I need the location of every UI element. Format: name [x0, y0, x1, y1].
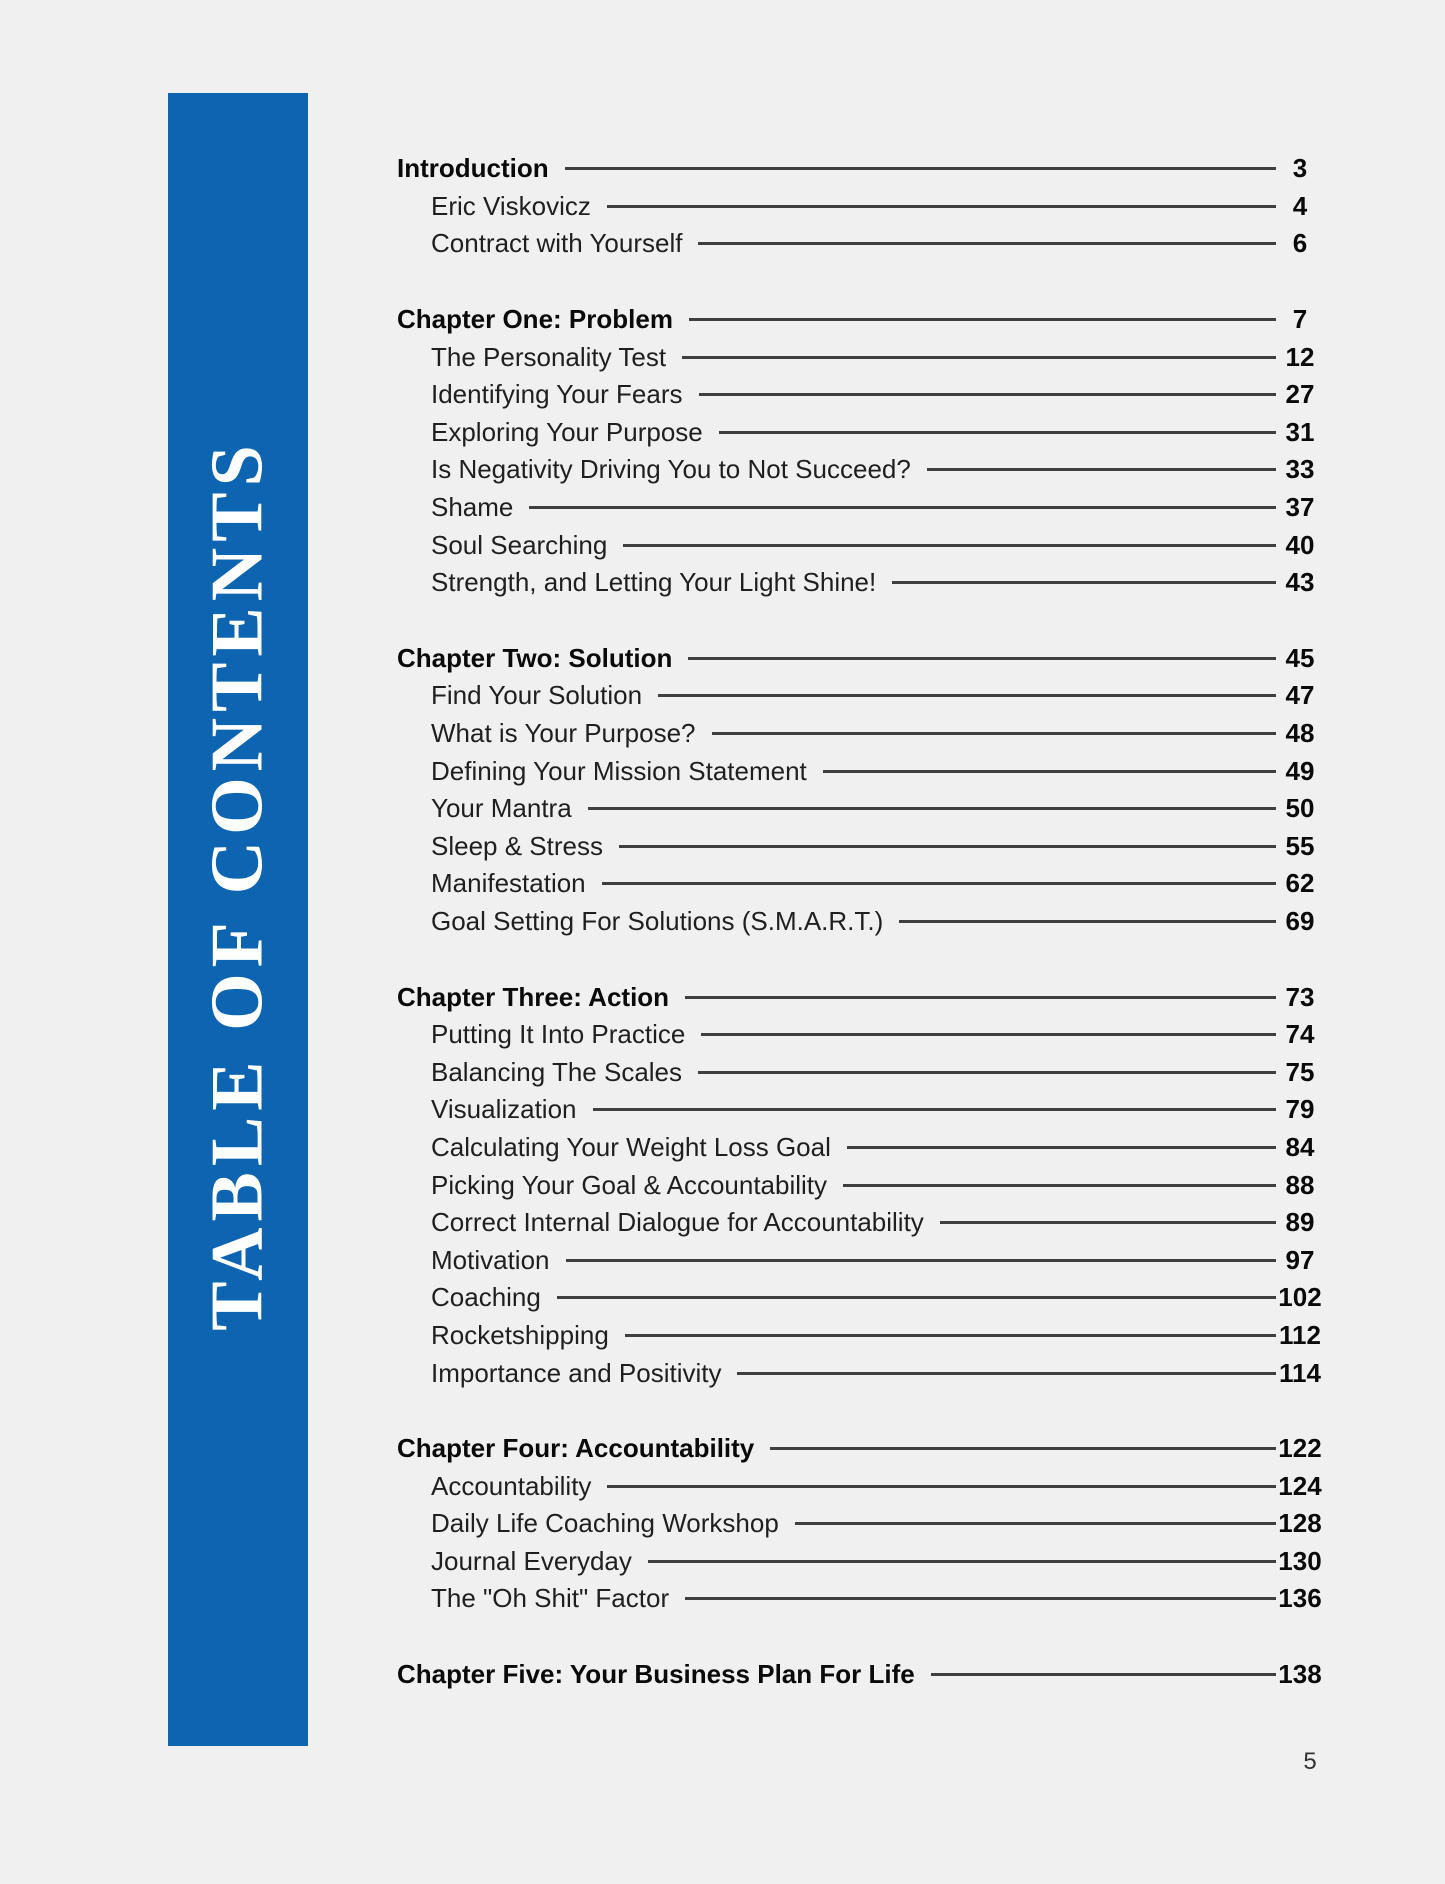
page-number: 124 [1278, 1470, 1322, 1501]
toc-item-row [397, 903, 1324, 941]
toc-entry-label: Visualization [431, 1094, 577, 1125]
page-number: 47 [1285, 680, 1315, 711]
page-number: 69 [1285, 905, 1315, 936]
toc-entry-label: Goal Setting For Solutions (S.M.A.R.T.) [431, 905, 884, 936]
page-number: 73 [1285, 981, 1315, 1012]
toc-section [397, 978, 1324, 1392]
toc-section [397, 1430, 1324, 1618]
page-number: 84 [1285, 1131, 1315, 1162]
page-number: 40 [1285, 529, 1315, 560]
toc-entry-label: Chapter One: Problem [397, 304, 673, 335]
page-number: 128 [1278, 1508, 1322, 1539]
leader-line [927, 468, 1276, 471]
leader-line [607, 1485, 1276, 1488]
toc-entry-label: Daily Life Coaching Workshop [431, 1508, 779, 1539]
leader-line [566, 1259, 1277, 1262]
leader-line [602, 882, 1276, 885]
leader-line [689, 318, 1276, 321]
toc-entry-label: Correct Internal Dialogue for Accountability [431, 1207, 924, 1238]
toc-item-row [397, 865, 1324, 903]
toc-entry-label: Manifestation [431, 868, 586, 899]
toc-item-row [397, 489, 1324, 527]
leader-line [737, 1372, 1276, 1375]
leader-line [625, 1334, 1276, 1337]
leader-line [892, 581, 1276, 584]
page-number: 7 [1292, 304, 1308, 335]
toc-entry-label: Picking Your Goal & Accountability [431, 1169, 828, 1200]
page-number: 43 [1285, 567, 1315, 598]
toc-item-row [397, 1016, 1324, 1054]
toc-entry-label: Rocketshipping [431, 1319, 609, 1350]
page-number: 31 [1285, 416, 1315, 447]
toc-entry-label: Soul Searching [431, 529, 608, 560]
page-number: 33 [1285, 454, 1315, 485]
page-number: 138 [1278, 1659, 1322, 1690]
toc-entry-label: Calculating Your Weight Loss Goal [431, 1131, 831, 1162]
leader-line [823, 770, 1276, 773]
toc-item-row [397, 1241, 1324, 1279]
leader-line [565, 167, 1276, 170]
toc-entry-label: The Personality Test [431, 341, 667, 372]
toc-entry-label: Coaching [431, 1282, 541, 1313]
toc-entry-label: Shame [431, 492, 514, 523]
page-number: 136 [1278, 1583, 1322, 1614]
leader-line [685, 996, 1276, 999]
toc-entry-label: Balancing The Scales [431, 1056, 683, 1087]
toc-item-row [397, 1505, 1324, 1543]
toc-chapter-row [397, 1430, 1324, 1468]
leader-line [719, 431, 1276, 434]
toc-item-row [397, 1317, 1324, 1355]
toc-entry-label: Motivation [431, 1244, 550, 1275]
leader-line [847, 1146, 1276, 1149]
toc-chapter-row [397, 1656, 1324, 1694]
leader-line [685, 1597, 1276, 1600]
page-number: 45 [1285, 642, 1315, 673]
toc-item-row [397, 715, 1324, 753]
page-number: 88 [1285, 1169, 1315, 1200]
toc-entry-label: Strength, and Letting Your Light Shine! [431, 567, 877, 598]
toc-section [397, 640, 1324, 941]
page-number: 48 [1285, 718, 1315, 749]
toc-entry-label: Chapter Five: Your Business Plan For Life [397, 1659, 915, 1690]
leader-line [557, 1296, 1276, 1299]
page-number: 50 [1285, 793, 1315, 824]
toc-item-row [397, 1166, 1324, 1204]
toc-item-row [397, 526, 1324, 564]
toc-entry-label: Defining Your Mission Statement [431, 755, 807, 786]
leader-line [770, 1447, 1276, 1450]
toc-entry-label: Chapter Two: Solution [397, 642, 673, 673]
toc-item-row [397, 1279, 1324, 1317]
page-number: 4 [1292, 190, 1308, 221]
toc-item-row [397, 677, 1324, 715]
page-number: 74 [1285, 1019, 1315, 1050]
toc-section [397, 301, 1324, 602]
toc-item-row [397, 1204, 1324, 1242]
page-number: 102 [1278, 1282, 1322, 1313]
leader-line [688, 657, 1276, 660]
leader-line [940, 1221, 1276, 1224]
leader-line [619, 845, 1276, 848]
toc-section [397, 150, 1324, 263]
toc-chapter-row [397, 640, 1324, 678]
leader-line [698, 1071, 1276, 1074]
page-number: 75 [1285, 1056, 1315, 1087]
page-title: TABLE OF CONTENTS [196, 439, 279, 1331]
toc-item-row [397, 1091, 1324, 1129]
toc-item-row [397, 1354, 1324, 1392]
page-number: 112 [1279, 1319, 1321, 1350]
toc-item-row [397, 1129, 1324, 1167]
toc-item-row [397, 414, 1324, 452]
toc-chapter-row [397, 301, 1324, 339]
toc-entry-label: Chapter Four: Accountability [397, 1433, 755, 1464]
footer-page-number: 5 [1303, 1748, 1317, 1775]
page-number: 49 [1285, 755, 1315, 786]
toc-section [397, 1656, 1324, 1694]
toc-item-row [397, 752, 1324, 790]
blue-banner [168, 93, 308, 1746]
toc-entry-label: Contract with Yourself [431, 228, 683, 259]
toc-item-row [397, 188, 1324, 226]
toc-entry-label: The "Oh Shit" Factor [431, 1583, 670, 1614]
leader-line [593, 1108, 1276, 1111]
leader-line [658, 694, 1276, 697]
leader-line [712, 732, 1277, 735]
toc-item-row [397, 1580, 1324, 1618]
page-number: 12 [1285, 341, 1315, 372]
page-number: 27 [1285, 379, 1315, 410]
leader-line [588, 807, 1276, 810]
leader-line [931, 1673, 1276, 1676]
page-number: 62 [1285, 868, 1315, 899]
toc-entry-label: Chapter Three: Action [397, 981, 670, 1012]
toc-entry-label: Your Mantra [431, 793, 572, 824]
toc-item-row [397, 828, 1324, 866]
leader-line [698, 242, 1276, 245]
toc-entry-label: Introduction [397, 153, 549, 184]
toc-entry-label: What is Your Purpose? [431, 718, 696, 749]
toc-item-row [397, 225, 1324, 263]
toc-entry-label: Is Negativity Driving You to Not Succeed? [431, 454, 911, 485]
leader-line [899, 920, 1276, 923]
page-number: 122 [1278, 1433, 1322, 1464]
toc-entry-label: Exploring Your Purpose [431, 416, 703, 447]
toc-item-row [397, 1467, 1324, 1505]
leader-line [843, 1184, 1276, 1187]
toc-item-row [397, 790, 1324, 828]
toc-item-row [397, 451, 1324, 489]
page-number: 114 [1279, 1357, 1321, 1388]
toc-item-row [397, 1053, 1324, 1091]
toc-entry-label: Importance and Positivity [431, 1357, 722, 1388]
toc-item-row [397, 564, 1324, 602]
page-number: 3 [1292, 153, 1308, 184]
page-number: 55 [1285, 830, 1315, 861]
leader-line [607, 205, 1276, 208]
toc-chapter-row [397, 150, 1324, 188]
leader-line [701, 1033, 1276, 1036]
leader-line [529, 506, 1276, 509]
toc-entry-label: Accountability [431, 1470, 592, 1501]
toc-list [397, 150, 1324, 1693]
page-number: 130 [1278, 1545, 1322, 1576]
page-number: 79 [1285, 1094, 1315, 1125]
leader-line [623, 544, 1276, 547]
toc-entry-label: Identifying Your Fears [431, 379, 683, 410]
leader-line [795, 1522, 1276, 1525]
toc-chapter-row [397, 978, 1324, 1016]
leader-line [699, 393, 1277, 396]
toc-entry-label: Sleep & Stress [431, 830, 603, 861]
toc-item-row [397, 338, 1324, 376]
page-number: 89 [1285, 1207, 1315, 1238]
toc-entry-label: Eric Viskovicz [431, 190, 591, 221]
page-number: 6 [1292, 228, 1308, 259]
leader-line [648, 1560, 1276, 1563]
toc-item-row [397, 376, 1324, 414]
leader-line [682, 356, 1276, 359]
page-number: 97 [1285, 1244, 1315, 1275]
toc-item-row [397, 1543, 1324, 1581]
page-number: 37 [1285, 492, 1315, 523]
toc-entry-label: Journal Everyday [431, 1545, 632, 1576]
toc-entry-label: Putting It Into Practice [431, 1019, 686, 1050]
toc-entry-label: Find Your Solution [431, 680, 643, 711]
